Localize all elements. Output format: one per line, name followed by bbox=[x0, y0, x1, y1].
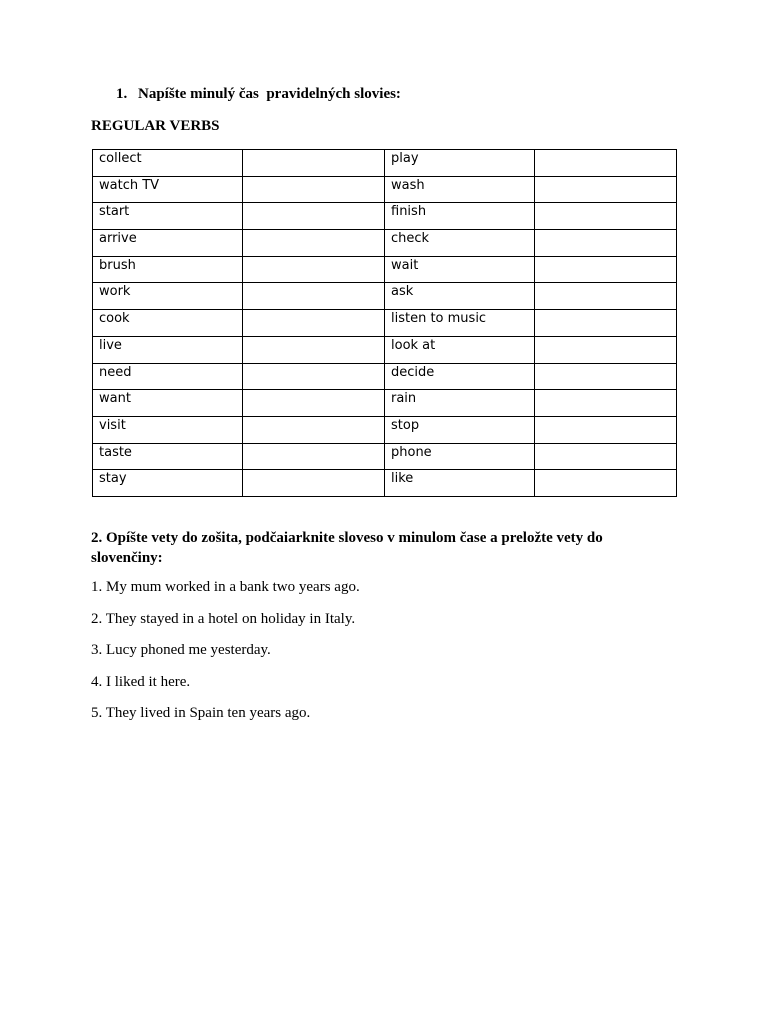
table-row bbox=[93, 443, 677, 470]
verb-cell: start bbox=[93, 203, 243, 230]
answer-cell[interactable] bbox=[243, 256, 385, 283]
sentence-item: 5. They lived in Spain ten years ago. bbox=[91, 705, 311, 721]
sentence-item: 1. My mum worked in a bank two years ago. bbox=[91, 579, 360, 595]
verb-cell: want bbox=[93, 390, 243, 417]
sentence-item: 2. They stayed in a hotel on holiday in Italy. bbox=[91, 610, 356, 627]
answer-cell[interactable] bbox=[535, 176, 677, 203]
sentence-item: 4. I liked it here. bbox=[91, 673, 191, 690]
verb-cell: taste bbox=[93, 443, 243, 470]
table-row bbox=[93, 150, 677, 177]
answer-cell[interactable] bbox=[243, 363, 385, 390]
regular-verbs-table bbox=[92, 149, 677, 497]
table-row bbox=[93, 203, 677, 230]
verb-cell: collect bbox=[93, 150, 243, 177]
verb-cell: phone bbox=[385, 443, 535, 470]
answer-cell[interactable] bbox=[535, 363, 677, 390]
verb-cell: rain bbox=[385, 390, 535, 417]
answer-cell[interactable] bbox=[243, 176, 385, 203]
table-row bbox=[93, 363, 677, 390]
verb-cell: like bbox=[385, 470, 535, 497]
verb-cell: listen to music bbox=[385, 310, 535, 337]
section-label: REGULAR VERBS bbox=[91, 118, 220, 134]
verb-cell: look at bbox=[385, 336, 535, 363]
table-row bbox=[93, 176, 677, 203]
verb-cell: brush bbox=[93, 256, 243, 283]
table-row bbox=[93, 256, 677, 283]
verb-cell: wash bbox=[385, 176, 535, 203]
answer-cell[interactable] bbox=[535, 336, 677, 363]
table-row bbox=[93, 390, 677, 417]
verb-cell: work bbox=[93, 283, 243, 310]
answer-cell[interactable] bbox=[243, 310, 385, 337]
verb-cell: ask bbox=[385, 283, 535, 310]
answer-cell[interactable] bbox=[243, 390, 385, 417]
answer-cell[interactable] bbox=[535, 150, 677, 177]
answer-cell[interactable] bbox=[535, 230, 677, 257]
answer-cell[interactable] bbox=[535, 390, 677, 417]
answer-cell[interactable] bbox=[243, 230, 385, 257]
verb-cell: stop bbox=[385, 416, 535, 443]
answer-cell[interactable] bbox=[243, 470, 385, 497]
table-row bbox=[93, 230, 677, 257]
exercise-2-instruction: 2. Opíšte vety do zošita, podčaiarknite sloveso v minulom čase a preložte vety do slovenčiny: bbox=[91, 530, 603, 566]
answer-cell[interactable] bbox=[535, 416, 677, 443]
verb-cell: wait bbox=[385, 256, 535, 283]
answer-cell[interactable] bbox=[243, 283, 385, 310]
answer-cell[interactable] bbox=[535, 443, 677, 470]
answer-cell[interactable] bbox=[535, 283, 677, 310]
verb-cell: live bbox=[93, 336, 243, 363]
table-row bbox=[93, 416, 677, 443]
exercise-1-number: 1. bbox=[116, 86, 128, 102]
verb-cell: arrive bbox=[93, 230, 243, 257]
answer-cell[interactable] bbox=[243, 336, 385, 363]
table-row bbox=[93, 310, 677, 337]
verb-cell: need bbox=[93, 363, 243, 390]
answer-cell[interactable] bbox=[243, 203, 385, 230]
verb-cell: finish bbox=[385, 203, 535, 230]
table-row bbox=[93, 470, 677, 497]
table-row bbox=[93, 336, 677, 363]
answer-cell[interactable] bbox=[243, 150, 385, 177]
answer-cell[interactable] bbox=[243, 416, 385, 443]
answer-cell[interactable] bbox=[535, 310, 677, 337]
exercise-1-heading bbox=[116, 86, 401, 103]
verb-cell: stay bbox=[93, 470, 243, 497]
verb-cell: visit bbox=[93, 416, 243, 443]
sentence-item: 3. Lucy phoned me yesterday. bbox=[91, 642, 271, 658]
verb-cell: cook bbox=[93, 310, 243, 337]
answer-cell[interactable] bbox=[535, 256, 677, 283]
verb-cell: check bbox=[385, 230, 535, 257]
verb-cell: watch TV bbox=[93, 176, 243, 203]
answer-cell[interactable] bbox=[535, 203, 677, 230]
verb-cell: decide bbox=[385, 363, 535, 390]
sentence-list bbox=[91, 578, 360, 736]
table-row bbox=[93, 283, 677, 310]
verb-cell: play bbox=[385, 150, 535, 177]
exercise-1-instruction: Napíšte minulý čas pravidelných slovies: bbox=[138, 86, 401, 102]
answer-cell[interactable] bbox=[243, 443, 385, 470]
answer-cell[interactable] bbox=[535, 470, 677, 497]
